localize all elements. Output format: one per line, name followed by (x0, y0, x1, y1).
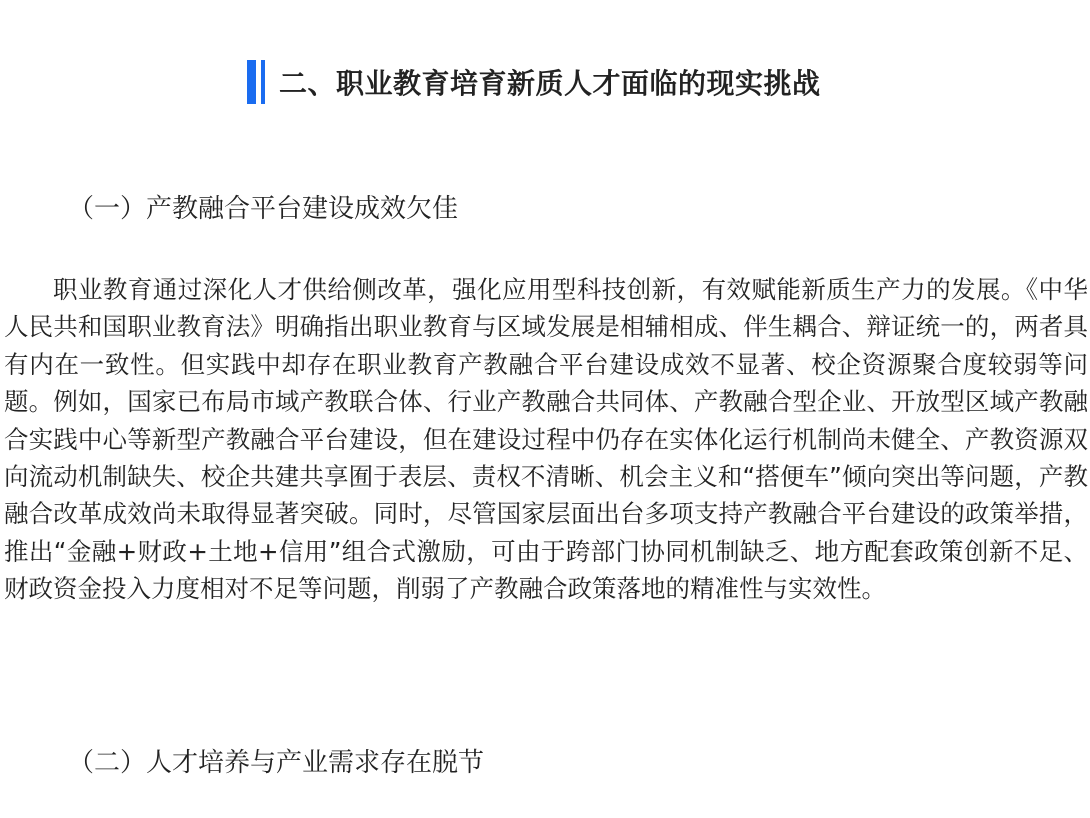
subsection-title-2: （二）人才培养与产业需求存在脱节 (68, 748, 485, 778)
accent-bar-thin (261, 60, 265, 104)
body-paragraph: 职业教育通过深化人才供给侧改革，强化应用型科技创新，有效赋能新质生产力的发展。《中华人民共和国职业教育法》明确指出职业教育与区域发展是相辅相成、伴生耦合、辩证统一的，两者具有内在一致性。但实践中却存在职业教育产教融合平台建设成效不显著、校企资源聚合度较弱等问题。例如，国家已布局市域产教联合体、行业产教融合共同体、产教融合型企业、开放型区域产教融合实践中心等新型产教融合平台建设，但在建设过程中仍存在实体化运行机制尚未健全、产教资源双向流动机制缺失、校企共建共享囿于表层、责权不清晰、机会主义和“搭便车”倾向突出等问题，产教融合改革成效尚未取得显著突破。同时，尽管国家层面出台多项支持产教融合平台建设的政策举措，推出“金融+财政+土地+信用”组合式激励，可由于跨部门协同机制缺乏、地方配套政策创新不足、财政资金投入力度相对不足等问题，削弱了产教融合政策落地的精准性与实效性。 (4, 275, 1088, 604)
subsection-title-1: （一）产教融合平台建设成效欠佳 (68, 194, 459, 224)
heading-accent-bars (247, 60, 265, 104)
section-heading (247, 60, 821, 104)
accent-bar-thick (247, 60, 256, 104)
section-title: 二、职业教育培育新质人才面临的现实挑战 (279, 67, 821, 100)
